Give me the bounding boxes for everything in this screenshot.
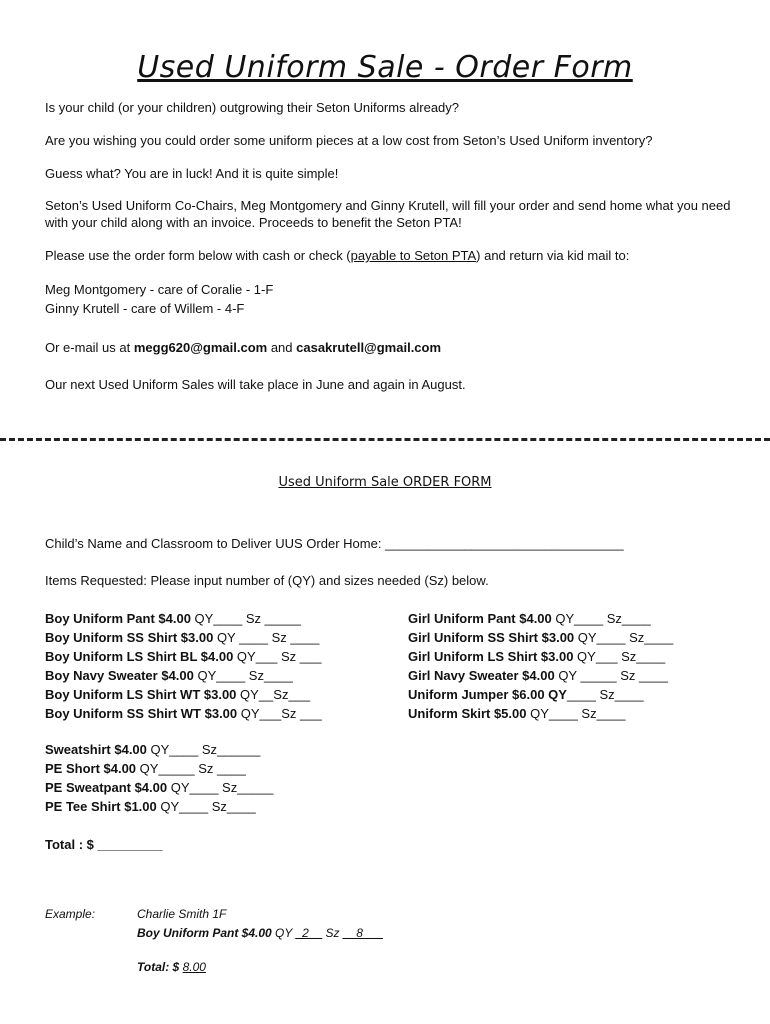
order-item: Boy Uniform SS Shirt $3.00 QY ____ Sz ____ <box>45 630 320 645</box>
order-total: Total : $ _________ <box>45 837 163 852</box>
next-sale-note: Our next Used Uniform Sales will take place in June and again in August. <box>45 377 466 392</box>
email-ginny: casakrutell@gmail.com <box>296 340 442 355</box>
cut-line-divider <box>0 438 770 441</box>
email-line <box>45 339 735 356</box>
example-item: Boy Uniform Pant $4.00 QY _2__ Sz __8___ <box>137 926 383 940</box>
example-child: Charlie Smith 1F <box>137 907 227 921</box>
order-item: Boy Uniform LS Shirt WT $3.00 QY__Sz___ <box>45 687 311 702</box>
intro-question-1: Is your child (or your children) outgrowing their Seton Uniforms already? <box>45 100 460 115</box>
contact-meg: Meg Montgomery - care of Coralie - 1-F <box>45 282 274 297</box>
email-meg: megg620@gmail.com <box>133 340 268 355</box>
example-total: Total: $ 8.00 <box>137 960 206 974</box>
example-label: Example: <box>45 907 96 921</box>
page-title: Used Uniform Sale - Order Form <box>137 50 633 85</box>
order-item: Girl Uniform LS Shirt $3.00 QY___ Sz____ <box>408 649 666 664</box>
other-items-list <box>45 740 273 816</box>
instructions-text-end: ) and return via kid mail to: <box>476 248 630 263</box>
example-qy-value: _2__ <box>295 926 323 940</box>
instructions-text-start: Please use the order form below with cash or check ( <box>45 248 351 263</box>
order-item: Uniform Skirt $5.00 QY____ Sz____ <box>408 706 626 721</box>
intro-instructions <box>45 247 735 264</box>
intro-luck: Guess what? You are in luck! And it is quite simple! <box>45 166 339 181</box>
example-item-name: Boy Uniform Pant $4.00 <box>137 926 272 940</box>
order-item: Boy Navy Sweater $4.00 QY____ Sz____ <box>45 668 293 683</box>
order-item: Girl Uniform Pant $4.00 QY____ Sz____ <box>408 611 651 626</box>
order-item: Boy Uniform SS Shirt WT $3.00 QY___Sz ___ <box>45 706 322 721</box>
intro-question-2: Are you wishing you could order some uniform pieces at a low cost from Seton’s Used Uniform inventory? <box>45 133 653 148</box>
boy-items-list <box>45 609 322 723</box>
order-item: PE Sweatpant $4.00 QY____ Sz_____ <box>45 780 274 795</box>
child-name-field: Child’s Name and Classroom to Deliver UUS Order Home: _________________________________ <box>45 536 624 551</box>
items-instructions: Items Requested: Please input number of (QY) and sizes needed (Sz) below. <box>45 573 489 588</box>
order-item: Sweatshirt $4.00 QY____ Sz______ <box>45 742 261 757</box>
order-item: PE Short $4.00 QY_____ Sz ____ <box>45 761 246 776</box>
payable-to-text: payable to Seton PTA <box>350 248 477 263</box>
email-and: and <box>267 340 297 355</box>
order-item: Girl Uniform SS Shirt $3.00 QY____ Sz____ <box>408 630 674 645</box>
girl-items-list <box>408 609 673 723</box>
order-item: Boy Uniform LS Shirt BL $4.00 QY___ Sz ___ <box>45 649 322 664</box>
order-item: Girl Navy Sweater $4.00 QY _____ Sz ____ <box>408 668 668 683</box>
intro-cochairs: Seton’s Used Uniform Co-Chairs, Meg Montgomery and Ginny Krutell, will fill your order and send home what you need with your child along with an invoice. Proceeds to benefit the Seton PTA! <box>45 198 731 230</box>
order-item: Boy Uniform Pant $4.00 QY____ Sz _____ <box>45 611 301 626</box>
email-intro: Or e-mail us at <box>45 340 134 355</box>
example-sz-value: __8___ <box>342 926 383 940</box>
order-form-title: Used Uniform Sale ORDER FORM <box>278 475 492 490</box>
contact-ginny: Ginny Krutell - care of Willem - 4-F <box>45 301 245 316</box>
order-item: PE Tee Shirt $1.00 QY____ Sz____ <box>45 799 256 814</box>
order-item: Uniform Jumper $6.00 QY____ Sz____ <box>408 687 644 702</box>
example-total-value: 8.00 <box>182 960 206 974</box>
